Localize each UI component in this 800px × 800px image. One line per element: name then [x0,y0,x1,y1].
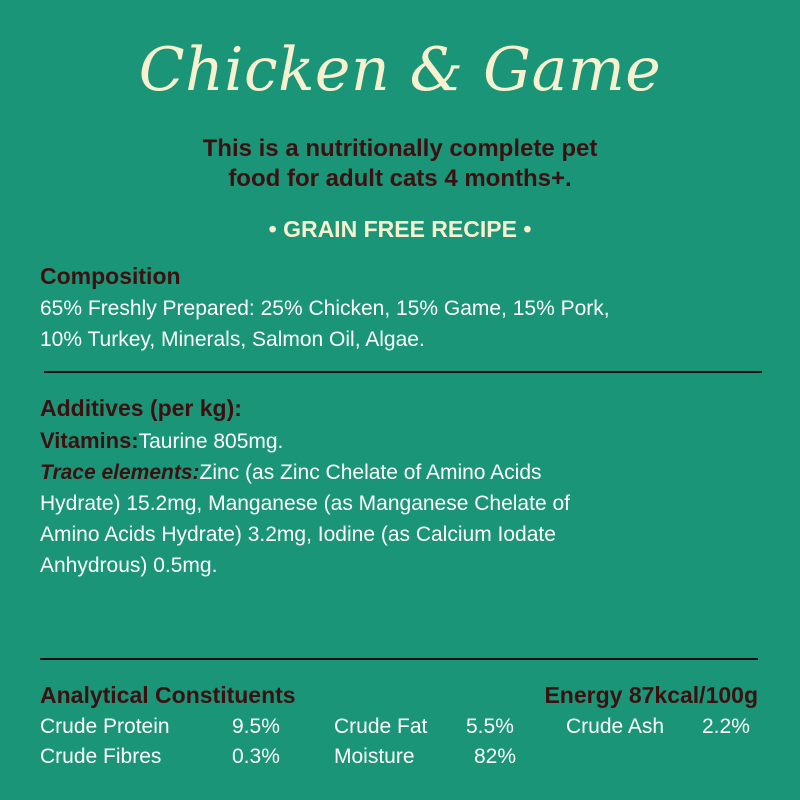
crude-protein-value: 9.5% [232,715,280,738]
trace-row [40,457,770,488]
composition-line-1: 65% Freshly Prepared: 25% Chicken, 15% Game, 15% Pork, [40,297,610,320]
trace-line-3: Amino Acids Hydrate) 3.2mg, Iodine (as Calcium Iodate [40,523,556,546]
vitamins-value: Taurine 805mg. [138,430,284,453]
composition-heading: Composition [40,263,181,289]
trace-line-2: Hydrate) 15.2mg, Manganese (as Manganese Chelate of [40,492,570,515]
crude-ash-value: 2.2% [702,715,750,738]
composition-line-2: 10% Turkey, Minerals, Salmon Oil, Algae. [40,328,425,351]
energy-value: Energy 87kcal/100g [544,682,758,708]
crude-fat-label: Crude Fat [334,715,428,738]
vitamins-row [40,425,770,457]
crude-fat-value: 5.5% [466,715,514,738]
trace-line-1: Zinc (as Zinc Chelate of Amino Acids [199,461,542,484]
additives-heading: Additives (per kg): [40,395,242,421]
crude-fibres-label: Crude Fibres [40,745,162,768]
crude-protein-label: Crude Protein [40,715,170,738]
moisture-value: 82% [474,745,517,768]
divider-1 [44,371,762,373]
moisture-label: Moisture [334,745,415,768]
divider-2 [40,658,758,660]
trace-line-4: Anhydrous) 0.5mg. [40,554,218,577]
crude-ash-label: Crude Ash [566,715,665,738]
grain-free-badge: • GRAIN FREE RECIPE • [268,216,532,242]
description-line-2: food for adult cats 4 months+. [228,165,572,192]
product-description [100,134,700,194]
trace-label: Trace elements: [40,461,200,484]
analytical-heading: Analytical Constituents [40,682,296,708]
description-line-1: This is a nutritionally complete pet [202,135,598,162]
crude-fibres-value: 0.3% [232,745,280,768]
composition-text [40,293,770,355]
vitamins-label: Vitamins: [40,428,139,453]
product-title: Chicken & Game [138,35,662,105]
additives-text [40,425,770,581]
